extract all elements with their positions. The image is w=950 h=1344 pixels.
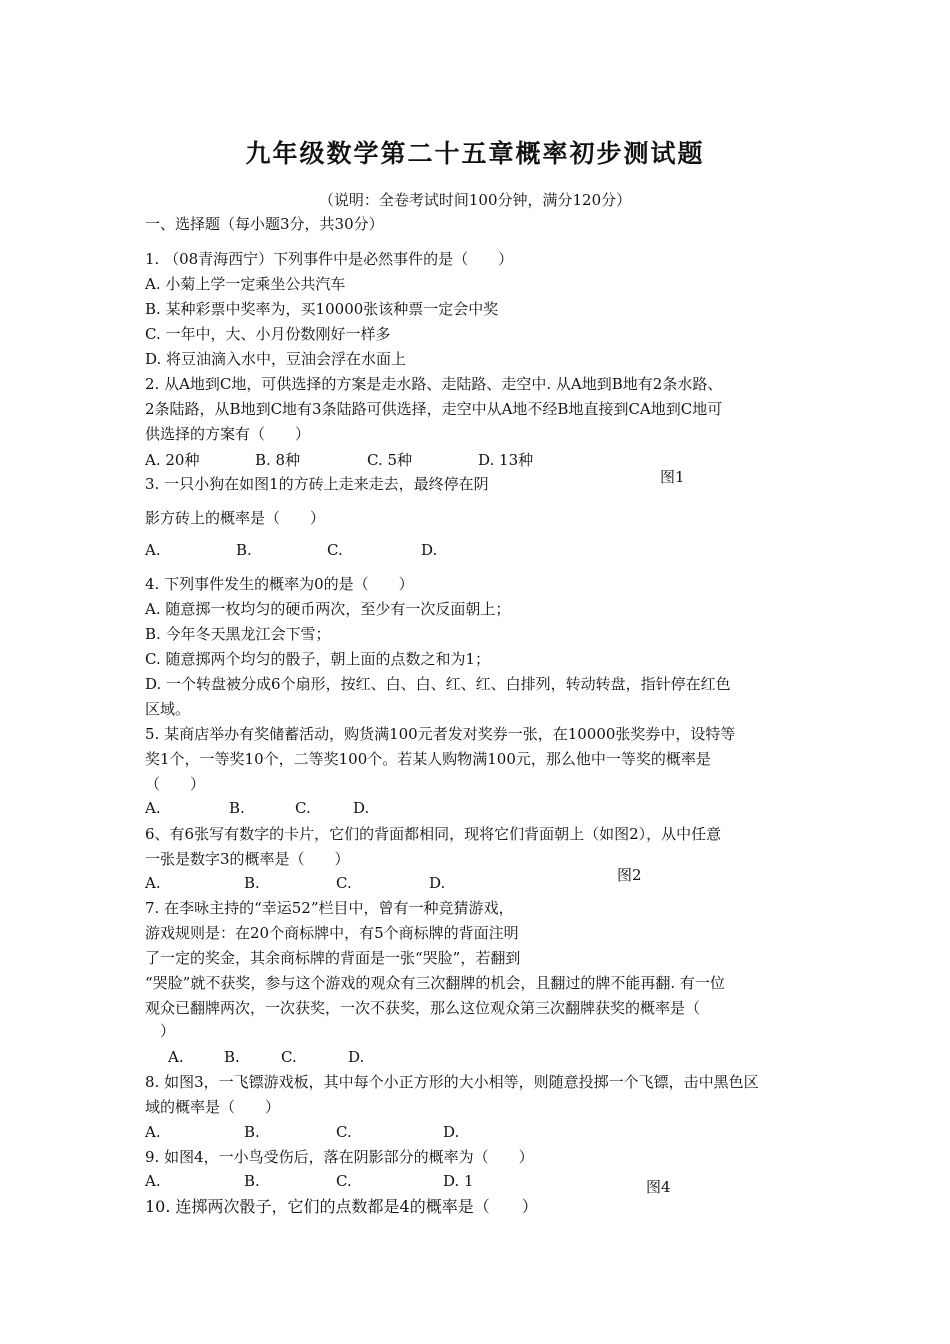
q5-line-3: （ ） (145, 775, 206, 793)
q5-option-c: C. (295, 799, 311, 817)
q10-stem: 10. 连掷两次骰子，它们的点数都是4的概率是（ ） (145, 1197, 538, 1216)
q6-option-b: B. (244, 874, 260, 892)
q5-option-b: B. (229, 799, 245, 817)
q3-option-a: A. (145, 541, 161, 559)
q4-option-a: A. 随意掷一枚均匀的硬币两次，至少有一次反面朝上； (145, 600, 511, 618)
q7-line-5: 观众已翻牌两次，一次获奖，一次不获奖，那么这位观众第三次翻牌获奖的概率是（ (145, 999, 701, 1017)
q4-option-b: B. 今年冬天黑龙江会下雪； (145, 625, 331, 643)
q2-option-b: B. 8种 (255, 451, 301, 469)
q3-line-2: 影方砖上的概率是（ ） (145, 509, 326, 527)
q5-option-a: A. (145, 799, 161, 817)
q9-option-c: C. (336, 1172, 352, 1190)
q1-option-a: A. 小菊上学一定乘坐公共汽车 (145, 275, 346, 293)
q2-option-a: A. 20种 (145, 451, 200, 469)
figure-1-caption: 图1 (660, 468, 685, 486)
q3-option-c: C. (327, 541, 343, 559)
q7-line-4: “哭脸”就不获奖，参与这个游戏的观众有三次翻牌的机会，且翻过的牌不能再翻. 有一位 (145, 974, 725, 992)
q2-line-1: 2. 从A地到C地，可供选择的方案是走水路、走陆路、走空中. 从A地到B地有2条水路、 (145, 375, 723, 393)
q7-option-b: B. (224, 1048, 240, 1066)
q4-option-d-line-2: 区域。 (145, 700, 191, 718)
q6-line-1: 6、有6张写有数字的卡片，它们的背面都相同，现将它们背面朝上（如图2），从中任意 (145, 825, 722, 843)
section-heading: 一、选择题（每小题3分，共30分） (145, 215, 384, 233)
q8-option-b: B. (244, 1123, 260, 1141)
q3-option-b: B. (236, 541, 252, 559)
q7-line-6: ） (160, 1022, 176, 1040)
q5-line-2: 奖1个，一等奖10个，二等奖100个。若某人购物满100元，那么他中一等奖的概率是 (145, 750, 711, 768)
q7-line-2: 游戏规则是：在20个商标牌中，有5个商标牌的背面注明 (145, 924, 519, 942)
figure-2-caption: 图2 (617, 866, 642, 884)
q1-option-d: D. 将豆油滴入水中，豆油会浮在水面上 (145, 350, 407, 368)
q7-option-a: A. (168, 1048, 184, 1066)
q6-option-d: D. (429, 874, 446, 892)
q6-option-a: A. (145, 874, 161, 892)
exam-instructions: （说明：全卷考试时间100分钟，满分120分） (318, 191, 632, 209)
q9-option-d: D. 1 (443, 1172, 474, 1190)
q8-option-c: C. (336, 1123, 352, 1141)
q1-option-b: B. 某种彩票中奖率为，买10000张该种票一定会中奖 (145, 300, 499, 318)
q6-line-2: 一张是数字3的概率是（ ） (145, 850, 350, 868)
q6-option-c: C. (336, 874, 352, 892)
q9-stem: 9. 如图4，一小鸟受伤后，落在阴影部分的概率为（ ） (145, 1148, 534, 1166)
q2-line-3: 供选择的方案有（ ） (145, 425, 311, 443)
q9-option-a: A. (145, 1172, 161, 1190)
q7-line-1: 7. 在李咏主持的“幸运52”栏目中，曾有一种竞猜游戏， (145, 899, 514, 917)
q8-option-a: A. (145, 1123, 161, 1141)
q3-line-1: 3. 一只小狗在如图1的方砖上走来走去，最终停在阴 (145, 475, 489, 493)
q7-line-3: 了一定的奖金，其余商标牌的背面是一张“哭脸”，若翻到 (145, 949, 521, 967)
figure-4-caption: 图4 (646, 1178, 671, 1196)
q1-stem: 1. （08青海西宁）下列事件中是必然事件的是（ ） (145, 250, 514, 268)
q2-line-2: 2条陆路，从B地到C地有3条陆路可供选择，走空中从A地不经B地直接到CA地到C地可 (145, 400, 723, 418)
q8-line-1: 8. 如图3，一飞镖游戏板，其中每个小正方形的大小相等，则随意投掷一个飞镖，击中黑色区 (145, 1073, 759, 1091)
q8-line-2: 域的概率是（ ） (145, 1098, 281, 1116)
q7-option-c: C. (281, 1048, 297, 1066)
q4-option-c: C. 随意掷两个均匀的骰子，朝上面的点数之和为1； (145, 650, 491, 668)
q4-stem: 4. 下列事件发生的概率为0的是（ ） (145, 575, 414, 593)
q5-line-1: 5. 某商店举办有奖储蓄活动，购货满100元者发对奖券一张，在10000张奖券中，设特等 (145, 725, 736, 743)
q5-option-d: D. (353, 799, 370, 817)
page-title: 九年级数学第二十五章概率初步测试题 (245, 139, 705, 168)
q2-option-d: D. 13种 (478, 451, 534, 469)
q7-option-d: D. (348, 1048, 365, 1066)
q3-option-d: D. (421, 541, 438, 559)
q4-option-d-line-1: D. 一个转盘被分成6个扇形，按红、白、白、红、红、白排列，转动转盘，指针停在红色 (145, 675, 731, 693)
q2-option-c: C. 5种 (367, 451, 413, 469)
q9-option-b: B. (244, 1172, 260, 1190)
q8-option-d: D. (443, 1123, 460, 1141)
q1-option-c: C. 一年中，大、小月份数刚好一样多 (145, 325, 391, 343)
